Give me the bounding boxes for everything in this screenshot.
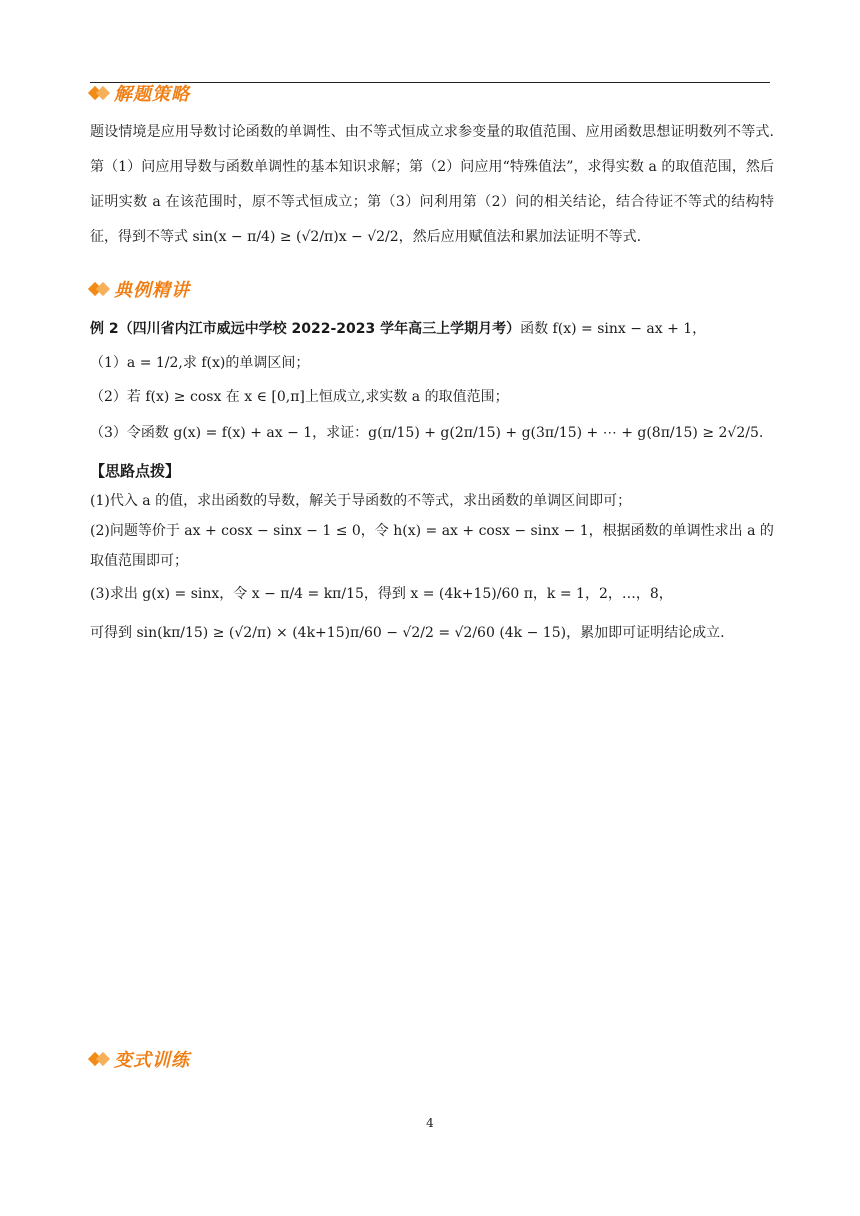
diamond-bullet-icon	[90, 88, 108, 98]
hint-step-2: (2)问题等价于 ax + cosx − sinx − 1 ≤ 0，令 h(x) = ax + cosx − sinx − 1，根据函数的单调性求出 a 的	[90, 523, 774, 539]
example-source: 例 2（四川省内江市威远中学校 2022-2023 学年高三上学期月考）	[90, 321, 521, 337]
section-title: 解题策略	[114, 84, 190, 105]
hint-step-3-cont: 可得到 sin(kπ/15) ≥ (√2/π) × (4k+15)π/60 − √2/2 = √2/60 (4k − 15)，累加即可证明结论成立.	[90, 625, 725, 641]
hint-step-1: (1)代入 a 的值，求出函数的导数，解关于导函数的不等式，求出函数的单调区间即可；	[90, 493, 632, 509]
example-header	[90, 318, 706, 338]
section-title: 变式训练	[114, 1050, 190, 1071]
hint-title: 【思路点拨】	[90, 462, 181, 480]
strategy-paragraph: 题设情境是应用导数讨论函数的单调性、由不等式恒成立求参变量的取值范围、应用函数思想证明数列不等式. 第（1）问应用导数与函数单调性的基本知识求解；第（2）问应用“特殊值法”，求得实数 a 的取值范围，然后证明实数 a 在该范围时，原不等式恒成立；第（3）问利用第（2）问的相关结论，结合待证不等式的结构特征，得到不等式 sin(x − π/4) ≥ (√2/π)x − √2/2，然后应用赋值法和累加法证明不等式.	[90, 124, 774, 245]
diamond-bullet-icon	[90, 1054, 108, 1064]
header-rule	[90, 82, 770, 83]
section-title: 典例精讲	[114, 280, 190, 301]
section-heading-practice	[90, 1046, 190, 1072]
hint-step-3: (3)求出 g(x) = sinx，令 x − π/4 = kπ/15，得到 x = (4k+15)/60 π，k = 1，2，…，8，	[90, 586, 673, 602]
question-2: （2）若 f(x) ≥ cosx 在 x ∈ [0,π]上恒成立,求实数 a 的取值范围；	[90, 389, 509, 405]
section-heading-strategy	[90, 80, 190, 106]
page-number: 4	[426, 1116, 434, 1130]
hint-step-2-cont: 取值范围即可；	[90, 553, 188, 569]
diamond-bullet-icon	[90, 284, 108, 294]
example-function: 函数 f(x) = sinx − ax + 1，	[520, 321, 707, 337]
question-1: （1）a = 1/2,求 f(x)的单调区间；	[90, 355, 310, 371]
section-heading-example	[90, 276, 190, 302]
question-3: （3）令函数 g(x) = f(x) + ax − 1，求证：g(π/15) + g(2π/15) + g(3π/15) + ⋯ + g(8π/15) ≥ 2√2/5.	[90, 425, 764, 441]
